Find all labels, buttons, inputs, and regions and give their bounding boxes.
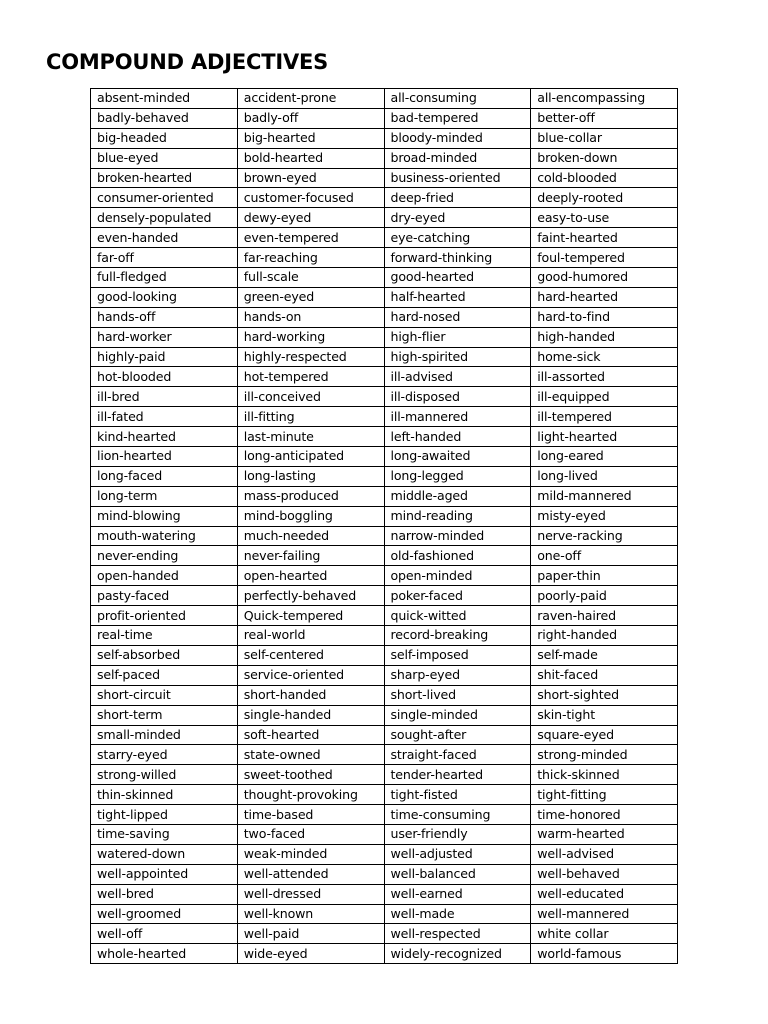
page-title: COMPOUND ADJECTIVES (46, 50, 329, 74)
table-cell: old-fashioned (384, 546, 531, 566)
table-cell: green-eyed (237, 287, 384, 307)
table-row (91, 785, 678, 805)
table-cell: perfectly-behaved (237, 586, 384, 606)
table-cell: bloody-minded (384, 128, 531, 148)
table-cell: nerve-racking (531, 526, 678, 546)
table-cell: hands-on (237, 307, 384, 327)
table-row (91, 407, 678, 427)
table-row (91, 705, 678, 725)
table-cell: open-minded (384, 566, 531, 586)
table-cell: sharp-eyed (384, 665, 531, 685)
table-cell: left-handed (384, 427, 531, 447)
table-cell: narrow-minded (384, 526, 531, 546)
table-cell: strong-willed (91, 765, 238, 785)
table-cell: ill-fitting (237, 407, 384, 427)
table-cell: light-hearted (531, 427, 678, 447)
table-row (91, 765, 678, 785)
table-cell: never-ending (91, 546, 238, 566)
table-row (91, 128, 678, 148)
table-body (91, 89, 678, 964)
table-cell: all-consuming (384, 89, 531, 109)
table-cell: white collar (531, 924, 678, 944)
table-cell: even-tempered (237, 228, 384, 248)
table-row (91, 645, 678, 665)
table-cell: dry-eyed (384, 208, 531, 228)
table-cell: paper-thin (531, 566, 678, 586)
table-cell: ill-tempered (531, 407, 678, 427)
table-cell: self-made (531, 645, 678, 665)
table-cell: self-imposed (384, 645, 531, 665)
table-cell: hard-to-find (531, 307, 678, 327)
table-cell: never-failing (237, 546, 384, 566)
table-cell: densely-populated (91, 208, 238, 228)
table-row (91, 427, 678, 447)
table-row (91, 725, 678, 745)
table-cell: well-groomed (91, 904, 238, 924)
table-row (91, 546, 678, 566)
table-cell: pasty-faced (91, 586, 238, 606)
table-cell: mind-reading (384, 506, 531, 526)
table-cell: business-oriented (384, 168, 531, 188)
table-cell: sweet-toothed (237, 765, 384, 785)
table-cell: world-famous (531, 944, 678, 964)
table-cell: middle-aged (384, 486, 531, 506)
table-cell: well-appointed (91, 864, 238, 884)
table-row (91, 447, 678, 467)
table-cell: quick-witted (384, 606, 531, 626)
table-cell: two-faced (237, 824, 384, 844)
table-cell: high-flier (384, 327, 531, 347)
table-cell: highly-paid (91, 347, 238, 367)
table-cell: square-eyed (531, 725, 678, 745)
table-cell: service-oriented (237, 665, 384, 685)
table-cell: absent-minded (91, 89, 238, 109)
table-cell: open-hearted (237, 566, 384, 586)
table-cell: time-consuming (384, 805, 531, 825)
table-cell: badly-off (237, 108, 384, 128)
table-cell: far-reaching (237, 248, 384, 268)
table-cell: ill-equipped (531, 387, 678, 407)
table-cell: blue-eyed (91, 148, 238, 168)
table-cell: well-attended (237, 864, 384, 884)
table-cell: misty-eyed (531, 506, 678, 526)
table-cell: poker-faced (384, 586, 531, 606)
table-cell: good-humored (531, 268, 678, 288)
table-row (91, 904, 678, 924)
table-cell: well-made (384, 904, 531, 924)
table-cell: thick-skinned (531, 765, 678, 785)
table-cell: ill-fated (91, 407, 238, 427)
table-cell: skin-tight (531, 705, 678, 725)
table-cell: consumer-oriented (91, 188, 238, 208)
table-row (91, 327, 678, 347)
table-row (91, 228, 678, 248)
table-cell: well-behaved (531, 864, 678, 884)
table-cell: shit-faced (531, 665, 678, 685)
table-cell: hard-working (237, 327, 384, 347)
table-cell: badly-behaved (91, 108, 238, 128)
table-cell: good-looking (91, 287, 238, 307)
table-cell: big-hearted (237, 128, 384, 148)
table-row (91, 108, 678, 128)
table-cell: good-hearted (384, 268, 531, 288)
table-cell: short-circuit (91, 685, 238, 705)
table-cell: watered-down (91, 844, 238, 864)
table-cell: easy-to-use (531, 208, 678, 228)
table-row (91, 148, 678, 168)
table-cell: highly-respected (237, 347, 384, 367)
table-cell: hard-worker (91, 327, 238, 347)
table-cell: tight-fisted (384, 785, 531, 805)
table-cell: accident-prone (237, 89, 384, 109)
table-cell: even-handed (91, 228, 238, 248)
table-row (91, 824, 678, 844)
table-cell: dewy-eyed (237, 208, 384, 228)
table-cell: ill-disposed (384, 387, 531, 407)
table-cell: mild-mannered (531, 486, 678, 506)
table-cell: well-respected (384, 924, 531, 944)
table-cell: well-earned (384, 884, 531, 904)
table-cell: ill-conceived (237, 387, 384, 407)
adjectives-table (90, 88, 678, 964)
table-cell: short-sighted (531, 685, 678, 705)
table-row (91, 745, 678, 765)
table-cell: single-minded (384, 705, 531, 725)
table-cell: bad-tempered (384, 108, 531, 128)
table-row (91, 924, 678, 944)
table-cell: high-spirited (384, 347, 531, 367)
table-cell: sought-after (384, 725, 531, 745)
table-row (91, 944, 678, 964)
table-cell: small-minded (91, 725, 238, 745)
table-cell: well-dressed (237, 884, 384, 904)
table-cell: raven-haired (531, 606, 678, 626)
table-row (91, 884, 678, 904)
table-cell: well-advised (531, 844, 678, 864)
table-cell: tender-hearted (384, 765, 531, 785)
table-cell: thin-skinned (91, 785, 238, 805)
table-cell: state-owned (237, 745, 384, 765)
table-row (91, 486, 678, 506)
table-row (91, 89, 678, 109)
table-cell: brown-eyed (237, 168, 384, 188)
table-cell: whole-hearted (91, 944, 238, 964)
table-cell: Quick-tempered (237, 606, 384, 626)
table-cell: long-anticipated (237, 447, 384, 467)
table-cell: long-awaited (384, 447, 531, 467)
table-cell: home-sick (531, 347, 678, 367)
table-cell: poorly-paid (531, 586, 678, 606)
table-row (91, 864, 678, 884)
table-row (91, 168, 678, 188)
table-cell: half-hearted (384, 287, 531, 307)
table-cell: lion-hearted (91, 447, 238, 467)
table-cell: strong-minded (531, 745, 678, 765)
table-cell: well-bred (91, 884, 238, 904)
table-row (91, 506, 678, 526)
table-cell: full-fledged (91, 268, 238, 288)
table-cell: well-off (91, 924, 238, 944)
table-row (91, 805, 678, 825)
table-cell: hard-nosed (384, 307, 531, 327)
table-cell: mouth-watering (91, 526, 238, 546)
table-cell: bold-hearted (237, 148, 384, 168)
table-row (91, 248, 678, 268)
table-cell: self-paced (91, 665, 238, 685)
table-cell: soft-hearted (237, 725, 384, 745)
table-row (91, 287, 678, 307)
table-cell: wide-eyed (237, 944, 384, 964)
table-cell: well-paid (237, 924, 384, 944)
table-cell: hot-blooded (91, 367, 238, 387)
table-row (91, 268, 678, 288)
table-cell: broken-hearted (91, 168, 238, 188)
table-cell: well-known (237, 904, 384, 924)
table-cell: forward-thinking (384, 248, 531, 268)
table-cell: short-term (91, 705, 238, 725)
table-cell: long-legged (384, 466, 531, 486)
table-cell: time-based (237, 805, 384, 825)
table-row (91, 844, 678, 864)
table-cell: well-educated (531, 884, 678, 904)
table-row (91, 307, 678, 327)
table-cell: ill-mannered (384, 407, 531, 427)
table-cell: well-mannered (531, 904, 678, 924)
table-cell: time-saving (91, 824, 238, 844)
table-cell: long-faced (91, 466, 238, 486)
table-row (91, 665, 678, 685)
table-cell: real-time (91, 626, 238, 646)
table-cell: long-term (91, 486, 238, 506)
table-cell: faint-hearted (531, 228, 678, 248)
table-cell: ill-bred (91, 387, 238, 407)
table-cell: high-handed (531, 327, 678, 347)
table-row (91, 387, 678, 407)
table-row (91, 626, 678, 646)
table-cell: mind-boggling (237, 506, 384, 526)
table-cell: hands-off (91, 307, 238, 327)
table-cell: tight-fitting (531, 785, 678, 805)
table-cell: weak-minded (237, 844, 384, 864)
table-cell: mass-produced (237, 486, 384, 506)
table-cell: record-breaking (384, 626, 531, 646)
table-cell: open-handed (91, 566, 238, 586)
table-row (91, 606, 678, 626)
table-cell: widely-recognized (384, 944, 531, 964)
table-cell: warm-hearted (531, 824, 678, 844)
table-cell: deep-fried (384, 188, 531, 208)
table-cell: profit-oriented (91, 606, 238, 626)
table-cell: short-lived (384, 685, 531, 705)
table-cell: tight-lipped (91, 805, 238, 825)
table-cell: kind-hearted (91, 427, 238, 447)
table-cell: thought-provoking (237, 785, 384, 805)
table-row (91, 685, 678, 705)
table-cell: real-world (237, 626, 384, 646)
table-cell: customer-focused (237, 188, 384, 208)
table-cell: one-off (531, 546, 678, 566)
table-cell: well-adjusted (384, 844, 531, 864)
table-cell: long-lived (531, 466, 678, 486)
table-cell: foul-tempered (531, 248, 678, 268)
table-cell: better-off (531, 108, 678, 128)
table-cell: deeply-rooted (531, 188, 678, 208)
table-row (91, 188, 678, 208)
table-cell: blue-collar (531, 128, 678, 148)
table-cell: broad-minded (384, 148, 531, 168)
table-row (91, 586, 678, 606)
table-row (91, 367, 678, 387)
table-cell: hot-tempered (237, 367, 384, 387)
table-cell: long-lasting (237, 466, 384, 486)
table-cell: well-balanced (384, 864, 531, 884)
table-cell: short-handed (237, 685, 384, 705)
table-cell: last-minute (237, 427, 384, 447)
table-row (91, 526, 678, 546)
table-cell: broken-down (531, 148, 678, 168)
table-cell: full-scale (237, 268, 384, 288)
table-cell: eye-catching (384, 228, 531, 248)
table-cell: far-off (91, 248, 238, 268)
table-cell: user-friendly (384, 824, 531, 844)
table-cell: single-handed (237, 705, 384, 725)
table-row (91, 466, 678, 486)
table-row (91, 347, 678, 367)
table-cell: cold-blooded (531, 168, 678, 188)
table-cell: hard-hearted (531, 287, 678, 307)
table-cell: ill-advised (384, 367, 531, 387)
table-cell: big-headed (91, 128, 238, 148)
table-cell: starry-eyed (91, 745, 238, 765)
table-cell: long-eared (531, 447, 678, 467)
table-cell: ill-assorted (531, 367, 678, 387)
table-cell: straight-faced (384, 745, 531, 765)
table-row (91, 208, 678, 228)
table-cell: mind-blowing (91, 506, 238, 526)
table-cell: right-handed (531, 626, 678, 646)
table-cell: much-needed (237, 526, 384, 546)
table-cell: time-honored (531, 805, 678, 825)
table-cell: all-encompassing (531, 89, 678, 109)
table-row (91, 566, 678, 586)
table-cell: self-absorbed (91, 645, 238, 665)
table-cell: self-centered (237, 645, 384, 665)
